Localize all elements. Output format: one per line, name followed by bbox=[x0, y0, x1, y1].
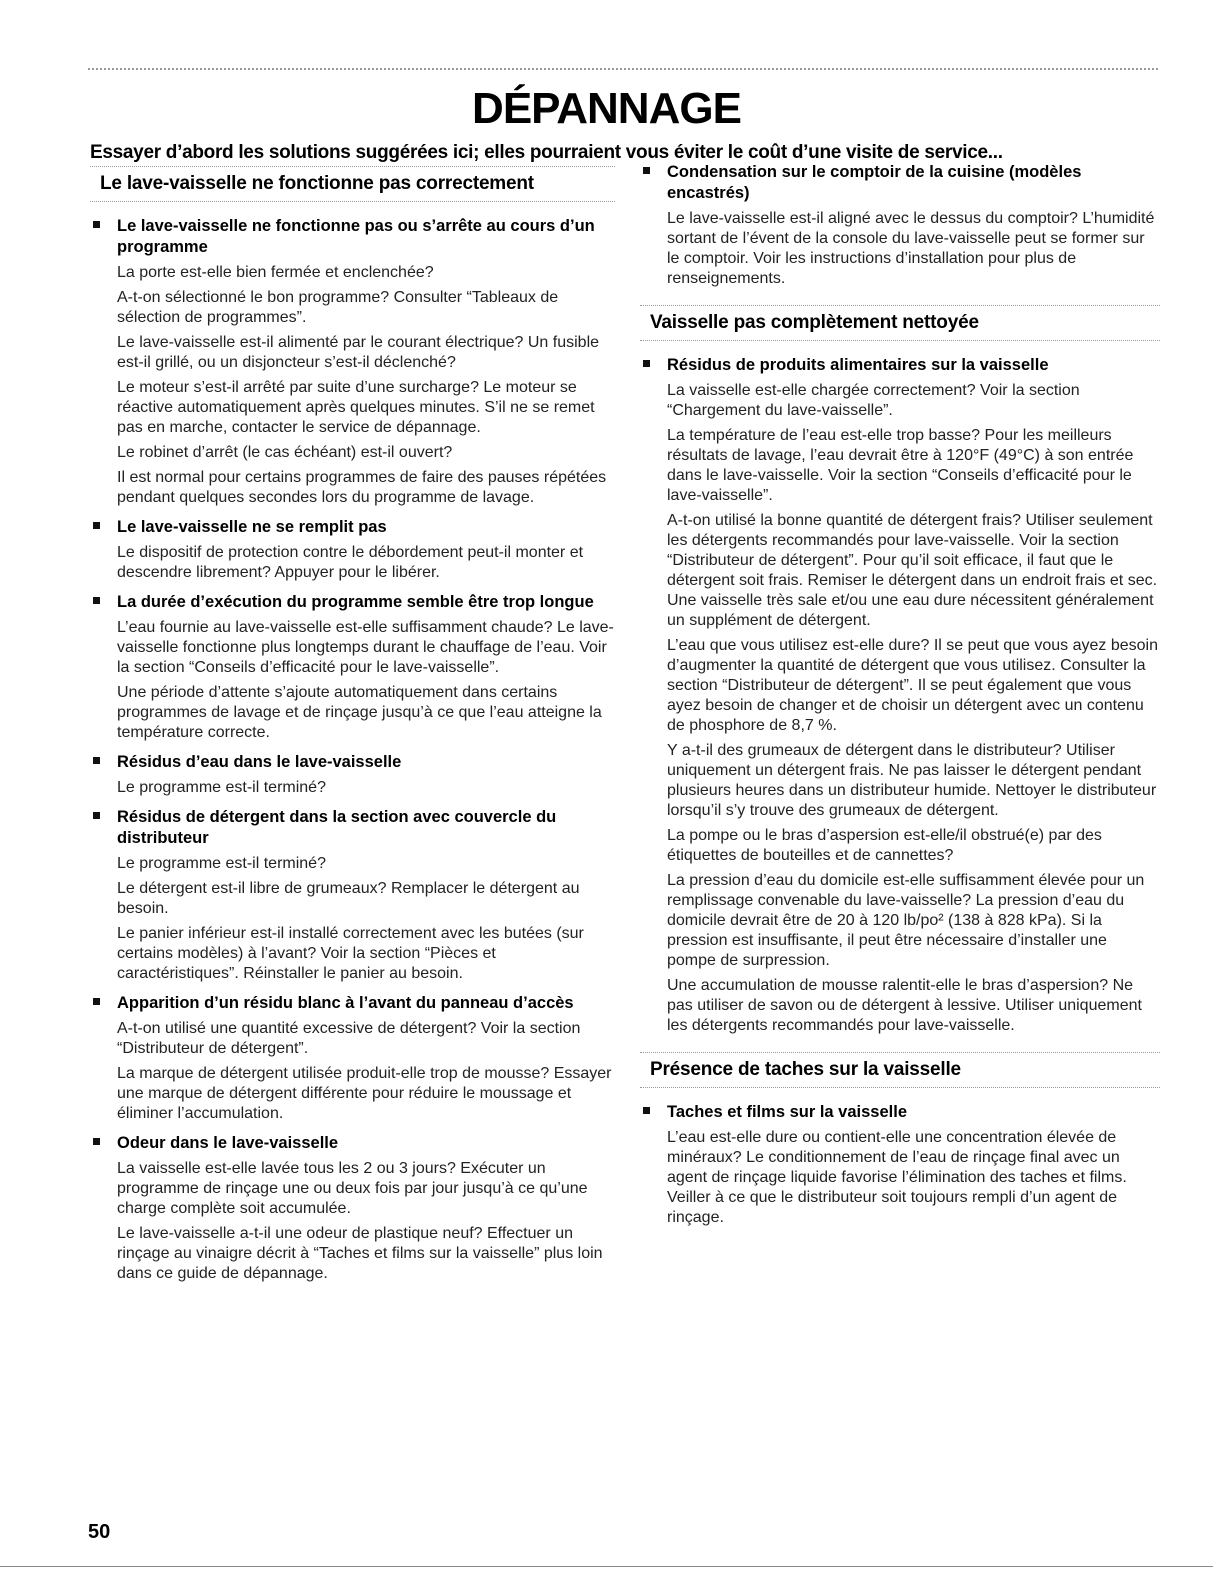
intro-text: Essayer d’abord les solutions suggérées ici; elles pourraient vous éviter le coût d’une visite de service... bbox=[90, 142, 1003, 163]
item-paragraph: Le lave-vaisselle est-il alimenté par le courant électrique? Un fusible est-il grillé, ou un disjoncteur s’est-il déclenché? bbox=[117, 334, 600, 371]
troubleshooting-item bbox=[640, 1102, 1160, 1228]
item-title: Résidus de produits alimentaires sur la vaisselle bbox=[667, 356, 1049, 374]
item-paragraph: Il est normal pour certains programmes de faire des pauses répétées pendant quelques secondes lors du programme de lavage. bbox=[117, 469, 607, 506]
square-bullet-icon bbox=[643, 360, 650, 367]
item-body bbox=[117, 263, 615, 508]
spots-items bbox=[640, 1102, 1160, 1228]
item-body bbox=[667, 381, 1160, 1036]
item-paragraph: Le programme est-il terminé? bbox=[117, 855, 326, 872]
item-body bbox=[117, 854, 615, 984]
item-paragraph: Le panier inférieur est-il installé correctement avec les butées (sur certains modèles) à l’avant? Voir la section “Pièces et caractéristiques”. Réinstaller le panier au besoin. bbox=[117, 925, 584, 982]
item-body bbox=[117, 1019, 615, 1124]
item-body bbox=[117, 543, 615, 583]
item-paragraph: La pompe ou le bras d’aspersion est-elle/il obstrué(e) par des étiquettes de bouteilles et de cannettes? bbox=[667, 827, 1102, 864]
item-body bbox=[117, 618, 615, 743]
left-items-list bbox=[90, 216, 615, 1284]
square-bullet-icon bbox=[93, 221, 100, 228]
square-bullet-icon bbox=[643, 1107, 650, 1114]
item-title: Résidus de détergent dans la section avec couvercle du distributeur bbox=[117, 808, 557, 847]
item-title: Odeur dans le lave-vaisselle bbox=[117, 1134, 339, 1152]
item-paragraph: La vaisselle est-elle lavée tous les 2 ou 3 jours? Exécuter un programme de rinçage une ou deux fois par jour jusqu’à ce qu’une charge complète soit accumulée. bbox=[117, 1160, 588, 1217]
item-body bbox=[117, 1159, 615, 1284]
item-paragraph: Le dispositif de protection contre le débordement peut-il monter et descendre librement? Appuyer pour le libérer. bbox=[117, 544, 584, 581]
square-bullet-icon bbox=[643, 167, 650, 174]
troubleshooting-item bbox=[90, 517, 615, 583]
item-paragraph: Le moteur s’est-il arrêté par suite d’une surcharge? Le moteur se réactive automatiquement après quelques minutes. S’il ne se remet pas en marche, contacter le service de dépannage. bbox=[117, 379, 595, 436]
troubleshooting-item bbox=[640, 355, 1160, 1036]
item-title: Résidus d’eau dans le lave-vaisselle bbox=[117, 753, 402, 771]
bottom-rule bbox=[0, 1566, 1213, 1567]
item-paragraph: L’eau que vous utilisez est-elle dure? Il se peut que vous ayez besoin d’augmenter la quantité de détergent que vous utilisez. Consulter la section “Distributeur de détergent”. Il se peut également que vous ayez besoin de changer et de choisir un détergent avec un contenu de phosphore de 8,7 %. bbox=[667, 637, 1158, 734]
right-column bbox=[640, 162, 1160, 1228]
item-title: Le lave-vaisselle ne se remplit pas bbox=[117, 518, 387, 536]
item-title: La durée d’exécution du programme semble être trop longue bbox=[117, 593, 594, 611]
item-title: Le lave-vaisselle ne fonctionne pas ou s’arrête au cours d’un programme bbox=[117, 217, 595, 256]
section-title-spots: Présence de taches sur la vaisselle bbox=[640, 1052, 1160, 1088]
square-bullet-icon bbox=[93, 597, 100, 604]
troubleshooting-item bbox=[90, 1133, 615, 1284]
item-title: Apparition d’un résidu blanc à l’avant du panneau d’accès bbox=[117, 994, 574, 1012]
item-paragraph: A-t-on sélectionné le bon programme? Consulter “Tableaux de sélection de programmes”. bbox=[117, 289, 559, 326]
page-title: DÉPANNAGE bbox=[472, 84, 741, 133]
page-number: 50 bbox=[88, 1521, 111, 1543]
item-body bbox=[667, 209, 1160, 289]
item-paragraph: Le lave-vaisselle est-il aligné avec le dessus du comptoir? L’humidité sortant de l’évent de la console du lave-vaisselle peut se former sur le comptoir. Voir les instructions d’installation pour plus de renseignements. bbox=[667, 210, 1155, 287]
item-paragraph: La porte est-elle bien fermée et enclenchée? bbox=[117, 264, 434, 281]
item-paragraph: La marque de détergent utilisée produit-elle trop de mousse? Essayer une marque de détergent différente pour réduire le moussage et éliminer l’accumulation. bbox=[117, 1065, 612, 1122]
item-paragraph: Une accumulation de mousse ralentit-elle le bras d’aspersion? Ne pas utiliser de savon ou de détergent à lessive. Utiliser uniquement les détergents recommandés pour lave-vaisselle. bbox=[667, 977, 1142, 1034]
section-title-not-working: Le lave-vaisselle ne fonctionne pas correctement bbox=[90, 166, 615, 202]
square-bullet-icon bbox=[93, 757, 100, 764]
troubleshooting-item bbox=[640, 162, 1160, 289]
item-paragraph: Y a-t-il des grumeaux de détergent dans le distributeur? Utiliser uniquement un détergent frais. Ne pas laisser le détergent pendant plusieurs heures dans un distributeur humide. Nettoyer le distributeur lorsqu’il s’y trouve des grumeaux de détergent. bbox=[667, 742, 1157, 819]
item-paragraph: Le détergent est-il libre de grumeaux? Remplacer le détergent au besoin. bbox=[117, 880, 580, 917]
troubleshooting-item bbox=[90, 807, 615, 984]
top-dotted-rule bbox=[88, 68, 1158, 70]
item-title: Condensation sur le comptoir de la cuisine (modèles encastrés) bbox=[667, 163, 1082, 202]
square-bullet-icon bbox=[93, 1138, 100, 1145]
item-body bbox=[117, 778, 615, 798]
item-paragraph: Le programme est-il terminé? bbox=[117, 779, 326, 796]
item-paragraph: L’eau fournie au lave-vaisselle est-elle suffisamment chaude? Le lave-vaisselle fonctionne plus longtemps durant le chauffage de l’eau. Voir la section “Conseils d’efficacité pour le lave-vaisselle”. bbox=[117, 619, 614, 676]
troubleshooting-item bbox=[90, 592, 615, 743]
troubleshooting-item bbox=[90, 993, 615, 1124]
item-paragraph: A-t-on utilisé une quantité excessive de détergent? Voir la section “Distributeur de détergent”. bbox=[117, 1020, 581, 1057]
item-paragraph: La température de l’eau est-elle trop basse? Pour les meilleurs résultats de lavage, l’eau devrait être à 120°F (49°C) à son entrée dans le lave-vaisselle. Voir la section “Conseils d’efficacité pour le lave-vaisselle”. bbox=[667, 427, 1134, 504]
section-title-not-clean: Vaisselle pas complètement nettoyée bbox=[640, 305, 1160, 341]
item-title: Taches et films sur la vaisselle bbox=[667, 1103, 907, 1121]
item-body bbox=[667, 1128, 1160, 1228]
left-column bbox=[90, 166, 615, 1284]
item-paragraph: L’eau est-elle dure ou contient-elle une concentration élevée de minéraux? Le conditionnement de l’eau de rinçage final avec un agent de rinçage liquide favorise l’élimination des taches et films. Veiller à ce que le distributeur soit toujours rempli d’un agent de rinçage. bbox=[667, 1129, 1127, 1226]
square-bullet-icon bbox=[93, 522, 100, 529]
item-paragraph: Une période d’attente s’ajoute automatiquement dans certains programmes de lavage et de rinçage jusqu’à ce que l’eau atteigne la température correcte. bbox=[117, 684, 602, 741]
item-paragraph: Le robinet d’arrêt (le cas échéant) est-il ouvert? bbox=[117, 444, 453, 461]
condensation-block bbox=[640, 162, 1160, 289]
square-bullet-icon bbox=[93, 998, 100, 1005]
item-paragraph: A-t-on utilisé la bonne quantité de détergent frais? Utiliser seulement les détergents recommandés pour lave-vaisselle. Voir la section “Distributeur de détergent”. Pour qu’il soit efficace, il faut que le détergent soit frais. Remiser le détergent dans un endroit frais et sec. Une vaisselle très sale et/ou une eau dure nécessitent généralement un supplément de détergent. bbox=[667, 512, 1158, 629]
item-paragraph: Le lave-vaisselle a-t-il une odeur de plastique neuf? Effectuer un rinçage au vinaigre décrit à “Taches et films sur la vaisselle” plus loin dans ce guide de dépannage. bbox=[117, 1225, 603, 1282]
troubleshooting-item bbox=[90, 216, 615, 508]
item-paragraph: La vaisselle est-elle chargée correctement? Voir la section “Chargement du lave-vaisselle”. bbox=[667, 382, 1080, 419]
troubleshooting-item bbox=[90, 752, 615, 798]
item-paragraph: La pression d’eau du domicile est-elle suffisamment élevée pour un remplissage convenable du lave-vaisselle? La pression d’eau du domicile devrait être de 20 à 120 lb/po² (138 à 828 kPa). Si la pression est insuffisante, il peut être nécessaire d’installer une pompe de surpression. bbox=[667, 872, 1145, 969]
not-clean-items bbox=[640, 355, 1160, 1036]
square-bullet-icon bbox=[93, 812, 100, 819]
